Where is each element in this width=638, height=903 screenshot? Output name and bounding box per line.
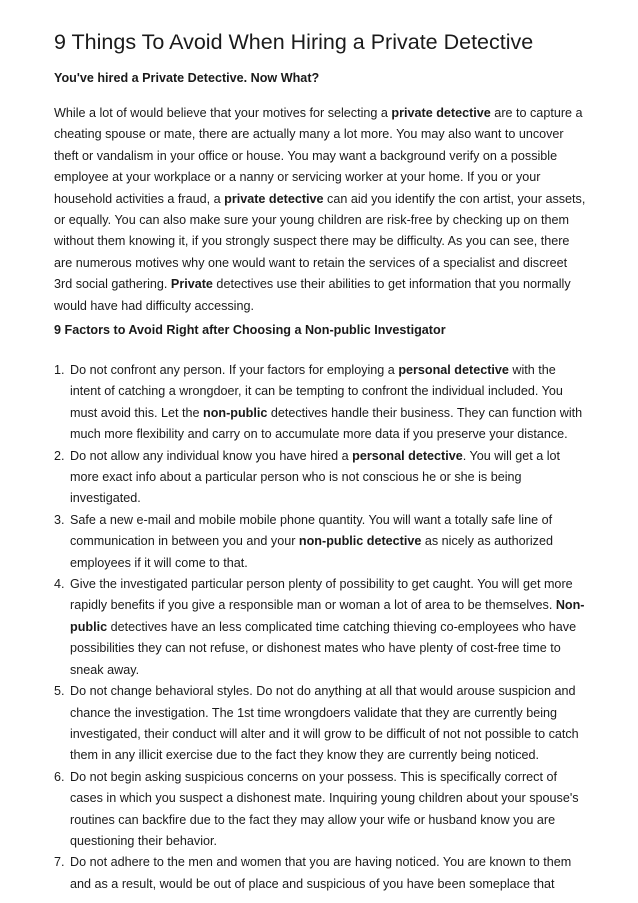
list-item-number: 5. — [54, 684, 65, 699]
text-run: Do not adhere to the men and women that you are having noticed. You are known to them and as a result, would be out of place and suspicious of you have been someplace that — [70, 855, 572, 891]
subheading-now-what: You've hired a Private Detective. Now What? — [54, 71, 320, 85]
text-run: Do not begin asking suspicious concerns on your possess. This is specifically correct of cases in which you suspect a dishonest mate. Inquiring young children about your spouse's routines can backfire due to the fact they may allow your wife or husband know you are questioning their behavior. — [70, 769, 579, 848]
bold-keyword: non-public — [203, 405, 268, 420]
factors-list — [54, 360, 588, 895]
list-item-number: 2. — [54, 448, 65, 463]
text-run: can aid you identify the con artist, your assets, or equally. You can also make sure your young children are risk-free by checking up on them without them knowing it, if you strongly suspect there may be difficulty. As you can see, there are numerous motives why one would want to retain the services of a specialist and discreet 3rd social gathering. — [54, 191, 586, 292]
text-run: detectives have an less complicated time catching thieving co-employees who have possibilities they can not refuse, or dishonest mates who have plenty of cost-free time to sneak away. — [70, 619, 577, 677]
text-run: While a lot of would believe that your motives for selecting a — [54, 106, 392, 120]
bold-keyword: personal detective — [352, 448, 463, 463]
bold-keyword: personal detective — [398, 363, 509, 377]
text-run: detectives handle their business. They can function with much more flexibility and carry on to accumulate more data if you preserve your distance. — [70, 405, 583, 442]
list-item-number: 3. — [54, 512, 65, 527]
list-item-number: 4. — [54, 577, 65, 592]
list-item — [54, 681, 588, 767]
text-run: are to capture a cheating spouse or mate, there are actually many a lot more. You may also want to uncover theft or vandalism in your office or house. You may want a background verify on a possible employee at your workplace or a nanny or servicing worker at your home. If you or your household activities a fraud, a — [54, 106, 583, 206]
text-run: detectives use their abilities to get information that you normally would have had difficulty accessing. — [54, 277, 571, 313]
list-item — [54, 767, 588, 853]
text-run: as nicely as authorized employees if it will come to that. — [70, 534, 553, 570]
list-item — [54, 446, 588, 510]
list-item-number: 7. — [54, 855, 65, 870]
list-item — [54, 360, 588, 446]
list-item-number: 6. — [54, 769, 65, 784]
text-run: with the intent of catching a wrongdoer, it can be tempting to confront the individual included. You must avoid this. Let the — [70, 363, 563, 420]
bold-keyword: private detective — [224, 191, 324, 206]
list-item — [54, 574, 588, 681]
list-item-number: 1. — [54, 363, 65, 377]
bold-keyword: non-public detective — [298, 534, 422, 549]
text-run: Do not allow any individual know you have hired a — [70, 448, 353, 463]
intro-paragraph — [54, 103, 588, 317]
text-run: Safe a new e-mail and mobile mobile phone quantity. You will want a totally safe line of communication in between you and your — [70, 512, 553, 549]
subheading-factors: 9 Factors to Avoid Right after Choosing a Non-public Investigator — [54, 323, 446, 337]
text-run: Give the investigated particular person plenty of possibility to get caught. You will get more rapidly benefits if you give a responsible man or woman a lot of area to be themselves. — [70, 577, 573, 613]
page-title: 9 Things To Avoid When Hiring a Private Detective — [54, 30, 534, 54]
list-item — [54, 510, 588, 574]
text-run: Do not confront any person. If your factors for employing a — [70, 363, 399, 377]
list-item — [54, 852, 588, 895]
text-run: Do not change behavioral styles. Do not do anything at all that would arouse suspicion and chance the investigation. The 1st time wrongdoers validate that they are currently being investigated, their conduct will alter and it will grow to be difficult of not not possible to catch them in any illicit exercise due to the fact they know they are currently being noticed. — [70, 684, 579, 763]
bold-keyword: Private — [170, 277, 213, 292]
bold-keyword: Non-public — [70, 598, 585, 634]
text-run: . You will get a lot more exact info about a particular person who is not conscious he or she is being investigated. — [70, 448, 561, 506]
bold-keyword: private detective — [391, 106, 491, 120]
